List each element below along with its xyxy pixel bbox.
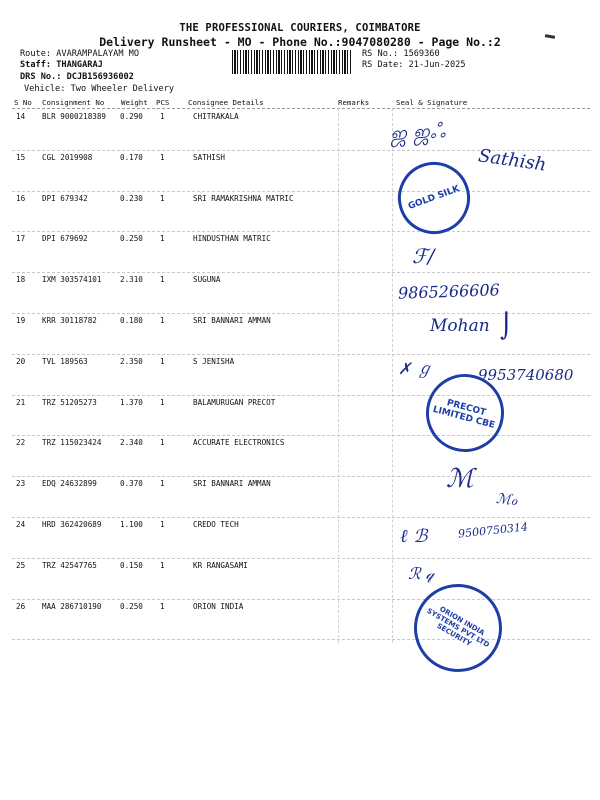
cell-consignee: CHITRAKALA	[193, 112, 239, 121]
cell-pcs: 1	[160, 234, 165, 244]
cell-consignment: TVL 189563	[42, 356, 88, 366]
col-remarks: Remarks	[338, 98, 370, 107]
table-row	[0, 559, 600, 600]
handwriting-19: Mohan	[430, 316, 490, 336]
cell-weight: 0.250	[120, 234, 143, 244]
cell-consignment: MAA 286710190	[42, 601, 102, 611]
cell-weight: 0.170	[120, 152, 143, 162]
vehicle-label: Vehicle:	[24, 84, 66, 94]
col-consignment: Consignment No	[42, 98, 105, 107]
cell-pcs: 1	[160, 520, 165, 529]
cell-sno: 19	[16, 316, 26, 325]
cell-weight: 2.350	[120, 356, 143, 366]
cell-sno: 25	[16, 560, 26, 570]
cell-sno: 23	[16, 479, 26, 489]
cell-weight: 2.310	[120, 275, 143, 285]
cell-consignee: SRI RAMAKRISHNA MATRIC	[193, 193, 294, 203]
cell-weight: 2.340	[120, 438, 143, 448]
cell-pcs: 1	[160, 438, 165, 448]
cell-sno: 21	[16, 397, 26, 407]
cell-sno: 16	[16, 193, 26, 203]
cell-consignment: EDQ 24632899	[42, 479, 97, 489]
col-seal: Seal & Signature	[396, 98, 468, 107]
cell-pcs: 1	[160, 316, 165, 325]
cell-pcs: 1	[160, 356, 165, 366]
col-sno: S No	[14, 98, 32, 107]
cell-pcs: 1	[160, 275, 165, 285]
rs-no-line	[362, 49, 440, 59]
cell-consignment: TRZ 115023424	[42, 438, 102, 448]
cell-consignment: CGL 2019908	[42, 152, 93, 162]
cell-pcs: 1	[160, 397, 165, 407]
handwriting-18: 9865266606	[397, 280, 501, 303]
cell-consignment: BLR 9000218389	[42, 112, 107, 121]
cell-pcs: 1	[160, 601, 165, 611]
staff-label: Staff:	[20, 60, 52, 70]
cell-consignee: SRI BANNARI AMMAN	[193, 316, 271, 325]
table-row	[0, 273, 600, 314]
cell-sno: 14	[16, 112, 26, 121]
col-weight: Weight	[121, 98, 148, 107]
staff-value: THANGARAJ	[56, 60, 103, 70]
cell-pcs: 1	[160, 112, 165, 121]
cell-consignment: TRZ 51205273	[42, 397, 97, 407]
signature-14-icon: ஜ ஜஃ	[389, 118, 447, 146]
table-row	[0, 436, 600, 477]
cell-consignee: HINDUSTHAN MATRIC	[193, 234, 271, 244]
table-row	[0, 192, 600, 233]
drs-line	[20, 72, 134, 82]
cell-weight: 1.370	[120, 397, 143, 407]
cell-sno: 15	[16, 152, 26, 162]
handwriting-24: 9500750314	[457, 520, 529, 541]
signature-17-icon: ℱ/	[412, 244, 435, 268]
cell-pcs: 1	[160, 152, 165, 162]
rs-no-value: 1569360	[403, 49, 440, 59]
cell-sno: 20	[16, 356, 26, 366]
cell-consignment: TRZ 42547765	[42, 560, 97, 570]
cell-weight: 0.250	[120, 601, 143, 611]
table-row	[0, 232, 600, 273]
rs-date-value: 21-Jun-2025	[408, 60, 466, 70]
handwriting-15: Sathish	[476, 145, 548, 176]
cell-sno: 26	[16, 601, 26, 611]
cell-sno: 18	[16, 275, 26, 285]
staff-line	[20, 60, 103, 70]
company-title: THE PROFESSIONAL COURIERS, COIMBATORE	[179, 22, 421, 34]
cell-consignee: SATHISH	[193, 152, 226, 162]
cell-weight: 0.230	[120, 193, 143, 203]
cell-consignee: S JENISHA	[193, 356, 235, 366]
stamp-precot: PRECOT LIMITED CBE	[417, 365, 513, 461]
stamp-gold-silk: GOLD SILK	[388, 152, 480, 244]
cell-pcs: 1	[160, 560, 165, 570]
route-value: AVARAMPALAYAM MO	[56, 49, 140, 59]
drs-label: DRS No.:	[20, 72, 62, 82]
signature-25-icon: ℛ 𝓆	[408, 564, 434, 583]
route-label: Route:	[20, 49, 52, 59]
cell-consignee: SUGUNA	[193, 275, 221, 285]
runsheet-subtitle: Delivery Runsheet - MO - Phone No.:9047080280 - Page No.:2	[99, 35, 501, 49]
cell-consignment: KRR 30118782	[42, 316, 97, 325]
cell-consignee: CREDO TECH	[193, 520, 239, 529]
cell-sno: 17	[16, 234, 26, 244]
drs-value: DCJB156936002	[66, 72, 134, 82]
cell-consignment: DPI 679342	[42, 193, 88, 203]
col-consignee: Consignee Details	[188, 98, 264, 107]
cell-consignment: HRD 362420689	[42, 520, 102, 529]
table-row	[0, 110, 600, 151]
route-line	[20, 49, 139, 59]
cell-sno: 22	[16, 438, 26, 448]
stamp-orion-india: ORION INDIA SYSTEMS PVT LTD SECURITY	[398, 568, 518, 688]
handwriting-20: 9953740680	[478, 366, 574, 384]
cell-weight: 0.370	[120, 479, 143, 489]
cell-consignment: IXM 303574101	[42, 275, 102, 285]
signature-20-icon: ✗ ℊ	[398, 359, 433, 378]
rs-date-line	[362, 60, 466, 70]
signature-19-icon: ⌡	[500, 312, 513, 340]
col-pcs: PCS	[156, 98, 170, 107]
cell-consignee: SRI BANNARI AMMAN	[193, 479, 271, 489]
cell-pcs: 1	[160, 193, 165, 203]
cell-consignee: BALAMURUGAN PRECOT	[193, 397, 276, 407]
vehicle-line	[24, 84, 174, 94]
cell-consignee: ACCURATE ELECTRONICS	[193, 438, 285, 448]
cell-weight: 0.180	[120, 316, 143, 325]
cell-weight: 0.290	[120, 112, 143, 121]
cell-consignment: DPI 679692	[42, 234, 88, 244]
cell-consignee: KR RANGASAMI	[193, 560, 248, 570]
cell-pcs: 1	[160, 479, 165, 489]
vehicle-value: Two Wheeler Delivery	[70, 84, 175, 94]
signature-23-icon: ℳ	[446, 464, 474, 494]
header-divider	[12, 108, 590, 109]
barcode-image	[232, 50, 352, 74]
cell-consignee: ORION INDIA	[193, 601, 244, 611]
signature-24-icon: ℓ ℬ	[400, 526, 428, 547]
row-divider	[12, 639, 590, 640]
cell-weight: 1.100	[120, 520, 143, 529]
cell-sno: 24	[16, 520, 26, 529]
table-row	[0, 600, 600, 641]
rs-no-label: RS No.:	[362, 49, 399, 59]
signature-23b-icon: ℳℴ	[495, 490, 519, 510]
cell-weight: 0.150	[120, 560, 143, 570]
table-row	[0, 396, 600, 437]
rs-date-label: RS Date:	[362, 60, 404, 70]
